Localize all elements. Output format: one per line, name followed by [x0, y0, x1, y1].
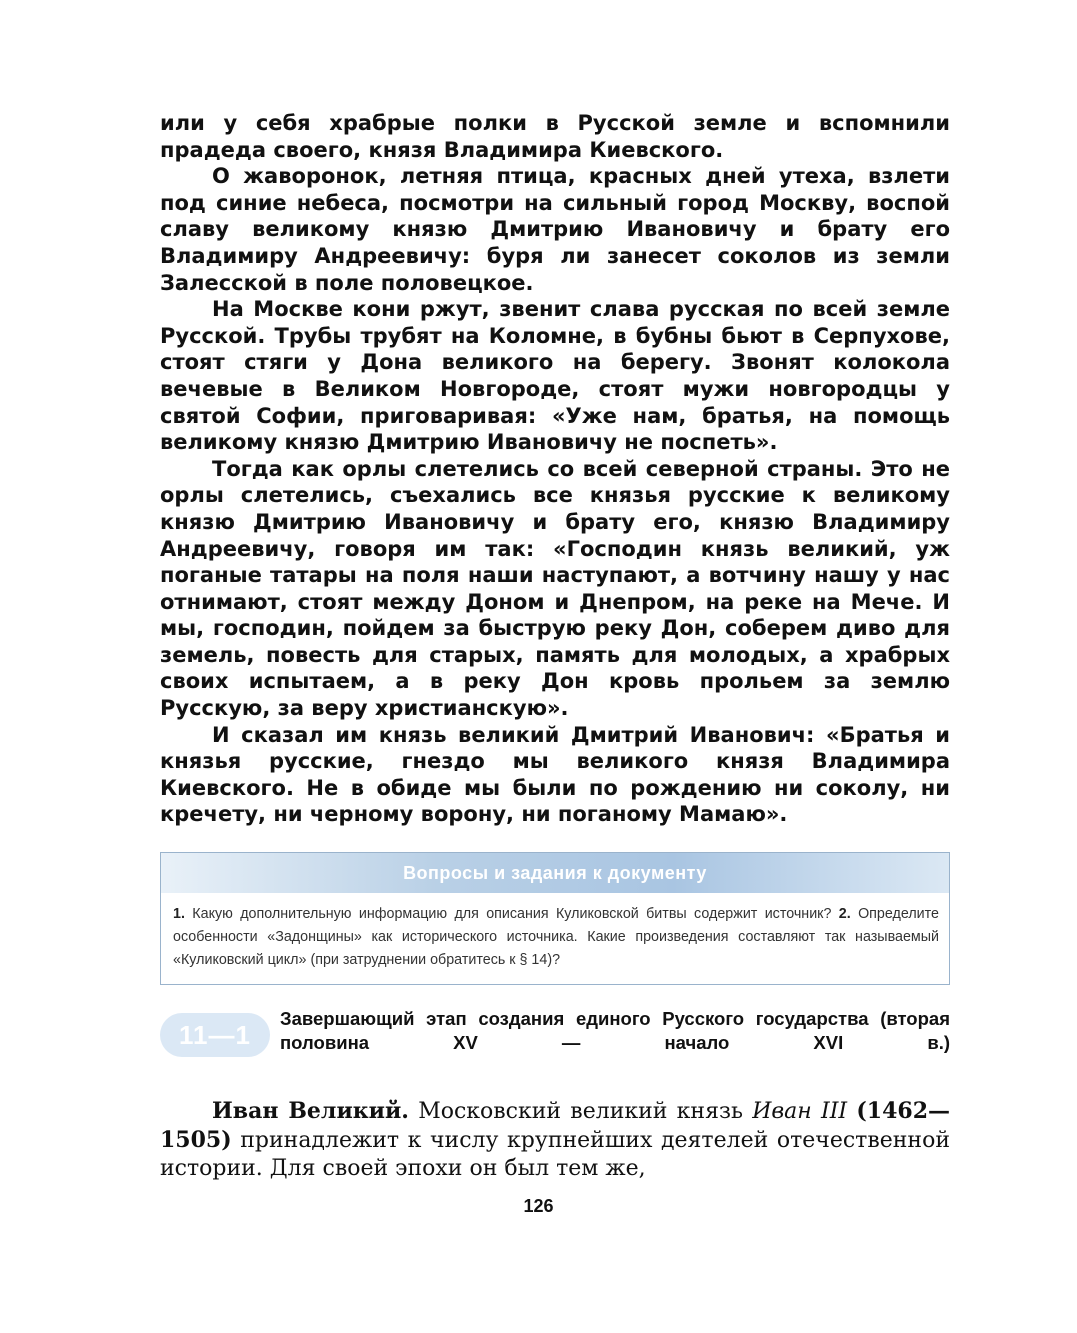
document-paragraph: И сказал им князь великий Дмитрий Иванович: «Братья и князья русские, гнездо мы великого князя Владимира Киевского. Не в обиде мы были по рождению ни соколу, ни кречету, ни черному ворону, ни поганому Мамаю». [160, 722, 950, 827]
questions-box-body [161, 893, 949, 984]
questions-box-header [161, 853, 949, 893]
page-content [160, 110, 950, 1183]
questions-box [160, 852, 950, 985]
question-number: 2. [838, 906, 851, 923]
questions-box-title: Вопросы и задания к документу [403, 862, 707, 883]
main-paragraph [160, 1097, 950, 1183]
page-number: 126 [523, 1196, 554, 1216]
paragraph-text: принадлежит к числу крупнейших деятелей отечественной истории. Для своей эпохи он был тем же, [160, 1128, 950, 1182]
document-paragraph: На Москве кони ржут, звенит слава русская по всей земле Русской. Трубы трубят на Коломне, в бубны бьют в Серпухове, стоят стяги у Дона великого на берегу. Звонят колокола вечевые в Великом Новгороде, стоят мужи новгородцы у святой Софии, приговаривая: «Уже нам, братья, на помощь великому князю Дмитрию Ивановичу не поспеть». [160, 297, 950, 455]
document-paragraph: Тогда как орлы слетелись со всей северной страны. Это не орлы слетелись, съехались все князья русские к великому князю Дмитрию Ивановичу и брату его, князю Владимиру Андреевичу, говоря им так: «Господин князь великий, уж поганые татары на поля наши наступают, а вотчину нашу у нас отнимают, стоят между Доном и Днепром, на реке на Мече. И мы, господин, пойдем за быструю реку Дон, соберем диво для земель, повесть для старых, память для молодых, а храбрых своих испытаем, а в реку Дон кровь прольем за землю Русскую, за веру христианскую». [160, 456, 950, 721]
document-paragraph: О жаворонок, летняя птица, красных дней утеха, взлети под синие небеса, посмотри на сильный город Москву, воспой славу великому князю Дмитрию Ивановичу и брату его Владимиру Андреевичу: буря ли занесет соколов из земли Залесской в поле половецкое. [160, 164, 950, 295]
document-excerpt [160, 110, 950, 828]
section-heading [160, 1007, 950, 1067]
section-title: Завершающий этап создания единого Русского государства (вторая половина XV — начало XVI в.) [280, 1008, 950, 1054]
question-text: Какую дополнительную информацию для описания Куликовской битвы содержит источник? [192, 906, 832, 923]
document-paragraph: или у себя храбрые полки в Русской земле и вспомнили прадеда своего, князя Владимира Киевского. [160, 111, 950, 162]
section-number-badge: 11—1 [160, 1013, 270, 1057]
paragraph-lead: Иван Великий. [212, 1098, 409, 1125]
reign-years: (1462—1505) [160, 1098, 950, 1154]
person-name: Иван III [752, 1099, 848, 1125]
question-number: 1. [173, 906, 185, 923]
question-text: Определите особенности «Задонщины» как исторического источника. Какие произведения составляют так называемый «Куликовский цикл» (при затруднении обратитесь к § 14)? [173, 906, 939, 969]
paragraph-text: Московский великий князь [408, 1099, 753, 1125]
